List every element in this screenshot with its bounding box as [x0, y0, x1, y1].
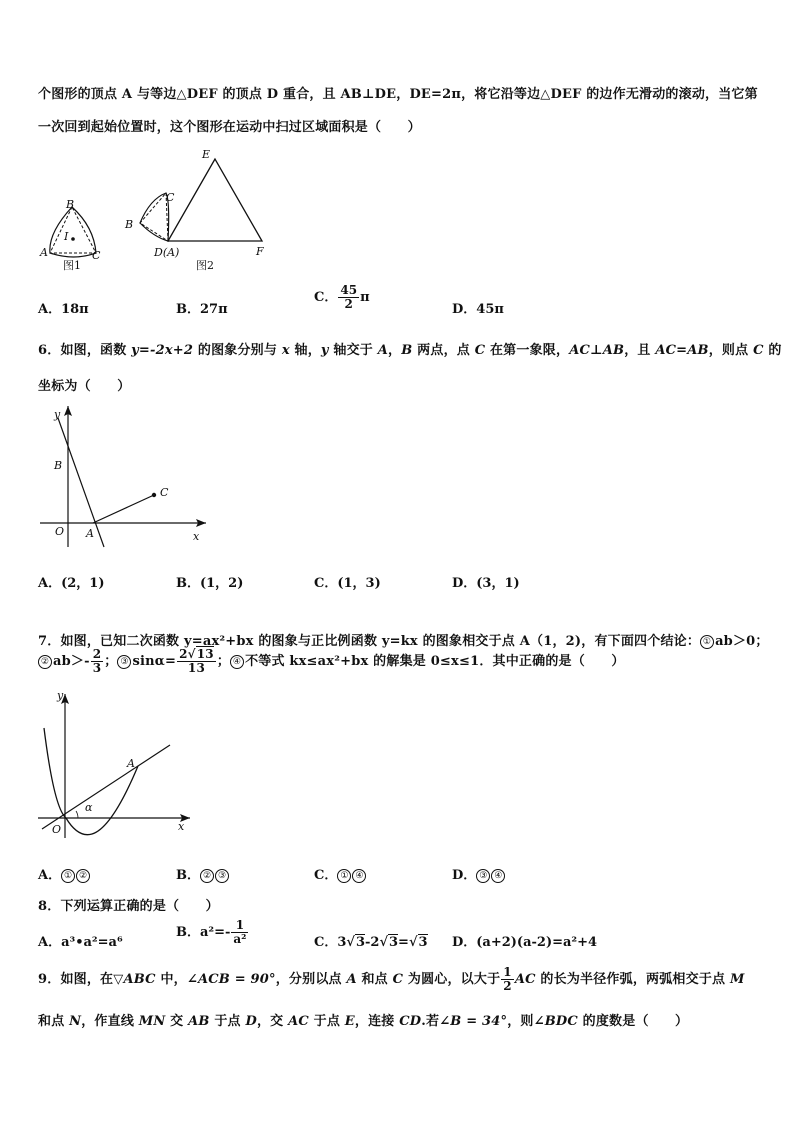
q9-point-m: M	[729, 972, 745, 987]
q7-figure	[30, 688, 210, 848]
q7-fig-label-O: O	[52, 823, 62, 836]
q9-point-d: D	[245, 1014, 257, 1029]
q9-text-2i: ，则	[507, 1014, 534, 1029]
q9-angle-acb: ∠ACB = 90°	[186, 972, 276, 987]
q9-point-n: N	[69, 1014, 82, 1029]
q7-fraction-sin-num-radicand: 13	[196, 647, 214, 661]
q6-fig-label-O: O	[55, 525, 65, 538]
q5-fig2-label-F: F	[256, 245, 264, 258]
q9-text-2b: ，作直线	[81, 1014, 139, 1029]
q5-choice-c-suffix: π	[360, 290, 370, 305]
q7-choice-b-c1: ②	[200, 869, 214, 883]
q6-text-b: 的图象分别与	[193, 343, 282, 358]
q7-fraction-2-3	[91, 648, 104, 675]
q8-choice-b-num: 1	[231, 919, 248, 933]
q9-text-a: 9．如图，在	[38, 972, 114, 987]
q6-text-e: ，	[388, 343, 402, 358]
q5-choice-c[interactable]	[314, 284, 370, 311]
q5-choice-c-prefix: C．	[314, 290, 338, 305]
q9-line-1	[38, 966, 745, 993]
q7-choice-c-c2: ④	[352, 869, 366, 883]
q6-text-c: 轴，	[289, 343, 321, 358]
q5-line-2: 一次回到起始位置时，这个图形在运动中扫过区域面积是（ ）	[38, 120, 421, 135]
q6-text-i: ，则点	[708, 343, 754, 358]
q6-choices	[38, 572, 758, 592]
q9-text-2j: 的度数是（ ）	[577, 1014, 689, 1029]
q9-text-2a: 和点	[38, 1014, 70, 1029]
q9-line-2	[38, 1010, 688, 1029]
q7-choice-d-c1: ③	[476, 869, 490, 883]
q5-fig1-label-C: C	[92, 249, 101, 262]
q7-choices	[38, 864, 758, 884]
q9-fraction-num: 1	[503, 965, 512, 979]
q6-fig-label-B: B	[54, 459, 63, 472]
q6-text-f: 两点，点	[412, 343, 475, 358]
q5-fig1-label-I: I	[64, 230, 69, 243]
q6-line-1	[38, 339, 782, 358]
q7-choice-d[interactable]	[452, 864, 506, 883]
q8-choice-b-den: a²	[233, 932, 247, 946]
q9-point-c: C	[392, 972, 404, 987]
q6-point-b: B	[401, 343, 413, 358]
q7-line-1	[38, 630, 769, 649]
q6-text-d: 轴交于	[328, 343, 378, 358]
q8-choice-d[interactable]: D．(a+2)(a-2)=a²+4	[452, 935, 598, 950]
q5-figure-2	[120, 145, 280, 275]
q9-angle-b: ∠B = 34°	[439, 1014, 508, 1029]
q8-choice-a[interactable]: A．a³•a²=a⁶	[38, 935, 123, 950]
q7-circle-4: ④	[230, 655, 244, 669]
q5-choice-a[interactable]: A．18π	[38, 302, 89, 317]
q7-fig-label-alpha: α	[85, 801, 93, 814]
q7-text-intro: 7．如图，已知二次函数 y=ax²+bx 的图象与正比例函数 y=kx 的图象相交于点 A（1，2)，有下面四个结论：	[38, 634, 701, 649]
q7-fraction-sin-num-coef: 2	[179, 647, 188, 661]
q6-fig-label-y: y	[54, 408, 61, 421]
q5-choice-c-numerator: 45	[340, 283, 358, 297]
q7-fig-label-y: y	[57, 689, 64, 702]
q9-text-c: ，分别以点	[275, 972, 347, 987]
q8-choices	[38, 918, 758, 953]
q9-segment-cd: CD	[399, 1014, 422, 1029]
q6-text-j: 的	[763, 343, 782, 358]
q6-fig-label-x: x	[193, 530, 200, 543]
q8-choice-c-equals: =	[398, 935, 409, 950]
q6-point-a: A	[377, 343, 389, 358]
q9-text-b: 中，	[155, 972, 187, 987]
q9-text-d: 和点	[356, 972, 393, 987]
q6-text-g: 在第一象限，	[485, 343, 570, 358]
q7-choice-b-label: B．	[176, 868, 200, 883]
q6-function: y=-2x+2	[131, 343, 194, 358]
q5-fig1-label-A: A	[40, 246, 48, 259]
q7-fig-label-x: x	[178, 820, 185, 833]
q6-text-a: 6．如图，函数	[38, 343, 132, 358]
q6-choice-b[interactable]: B．(1，2)	[176, 576, 244, 591]
q7-fig-label-A: A	[127, 757, 135, 770]
q9-point-a: A	[346, 972, 357, 987]
q7-sep-1: ；	[104, 654, 118, 669]
q5-fig1-caption: 图1	[63, 259, 81, 272]
q6-point-c-2: C	[753, 343, 764, 358]
q5-fig2-caption: 图2	[196, 259, 214, 272]
q8-choice-c-sqrt-3: 3	[418, 935, 428, 950]
q7-choice-a-c1: ①	[61, 869, 75, 883]
q7-fraction-sin	[177, 648, 216, 675]
q7-fraction-sin-den: 13	[187, 661, 206, 675]
q6-y: y	[320, 343, 329, 358]
q5-choice-d[interactable]: D．45π	[452, 302, 504, 317]
q7-conclusion-4: 不等式 kx≤ax²+bx 的解集是 0≤x≤1．其中正确的是（ ）	[245, 654, 625, 669]
q6-x: x	[281, 343, 290, 358]
q9-point-e: E	[344, 1014, 355, 1029]
q5-choice-c-denominator: 2	[344, 297, 353, 311]
q6-fig-label-A: A	[86, 527, 94, 540]
q7-choice-b[interactable]	[176, 864, 230, 883]
q6-point-c: C	[474, 343, 486, 358]
q7-fraction-2-3-num: 2	[92, 647, 102, 661]
q7-line-2	[38, 648, 625, 675]
q9-text-2f: 于点	[308, 1014, 345, 1029]
q9-text-f: 的长为半径作弧，两弧相交于点	[535, 972, 730, 987]
q9-text-2d: 于点	[209, 1014, 246, 1029]
q9-segment-ac: AC	[514, 972, 536, 987]
q7-choice-c[interactable]	[314, 864, 367, 883]
q8-choice-b-fraction	[231, 919, 248, 946]
q9-text-2e: ，交	[256, 1014, 289, 1029]
q8-choice-c-prefix: C．3	[314, 935, 347, 950]
q7-circle-1: ①	[700, 635, 714, 649]
q5-fig2-label-B: B	[125, 218, 134, 231]
q6-choice-c[interactable]: C．(1，3)	[314, 576, 381, 591]
q7-fraction-sin-num: 2√13	[179, 647, 214, 661]
q8-line: 8．下列运算正确的是（ ）	[38, 899, 219, 914]
q5-fig2-label-E: E	[202, 148, 211, 161]
q7-circle-2: ②	[38, 655, 52, 669]
q8-choice-b-prefix: B．a²=-	[176, 925, 231, 940]
q7-choice-c-label: C．	[314, 868, 338, 883]
q7-choice-a-c2: ②	[76, 869, 90, 883]
q8-choice-c[interactable]: C．3√3-2√3=√3	[314, 935, 428, 950]
q5-line-1: 个图形的顶点 A 与等边△DEF 的顶点 D 重合，且 AB⊥DE，DE=2π，将它沿等边△DEF 的边作无滑动的滚动，当它第	[38, 87, 758, 102]
q8-choice-c-sqrt-1: 3	[355, 935, 365, 950]
q9-text-e: 为圆心，以大于	[403, 972, 501, 987]
q9-text-2h: .若	[421, 1014, 440, 1029]
q6-line-2: 坐标为（ ）	[38, 379, 131, 394]
q9-angle-bdc: ∠BDC	[533, 1014, 578, 1029]
q6-text-h: ，且	[624, 343, 656, 358]
q7-conclusion-2: ab＞-	[53, 654, 90, 669]
q6-condition-equal: AC=AB	[655, 343, 709, 358]
q7-circle-3: ③	[117, 655, 131, 669]
q7-choice-d-label: D．	[452, 868, 477, 883]
q6-choice-a[interactable]: A．(2，1)	[38, 576, 105, 591]
q5-figure-1	[38, 195, 108, 275]
q9-triangle: ▽ABC	[113, 972, 156, 987]
q7-choice-c-c1: ①	[337, 869, 351, 883]
q5-fig1-label-B: B	[66, 198, 75, 211]
q9-segment-ab: AB	[188, 1014, 210, 1029]
q5-choices	[38, 283, 758, 326]
q9-line-mn: MN	[138, 1014, 166, 1029]
q7-choice-a[interactable]	[38, 864, 91, 883]
q5-fig2-label-DA: D(A)	[154, 246, 180, 259]
q5-fig2-label-C: C	[166, 191, 175, 204]
q7-conclusion-1: ab＞0；	[715, 634, 769, 649]
q7-sep-2: ；	[216, 654, 231, 669]
q8-choice-c-sqrt-2: 3	[389, 935, 399, 950]
q9-segment-ac-2: AC	[288, 1014, 309, 1029]
q7-choice-a-label: A．	[38, 868, 62, 883]
q6-choice-d[interactable]: D．(3，1)	[452, 576, 520, 591]
q7-conclusion-3: sinα=	[132, 654, 177, 669]
q9-text-2c: 交	[165, 1014, 189, 1029]
q6-fig-label-C: C	[160, 486, 169, 499]
q5-choice-b[interactable]: B．27π	[176, 302, 228, 317]
q8-choice-c-mid: -2	[365, 935, 380, 950]
q6-figure	[38, 402, 218, 552]
q9-fraction-half	[501, 966, 514, 993]
q7-choice-d-c2: ④	[491, 869, 505, 883]
q7-fraction-2-3-den: 3	[92, 661, 102, 675]
q9-fraction-den: 2	[503, 979, 512, 993]
q8-choice-b[interactable]	[176, 919, 249, 946]
q7-choice-b-c2: ③	[215, 869, 229, 883]
q5-choice-c-fraction	[338, 284, 359, 311]
q9-text-2g: ，连接	[354, 1014, 400, 1029]
q6-condition-perpendicular: AC⊥AB	[569, 343, 625, 358]
